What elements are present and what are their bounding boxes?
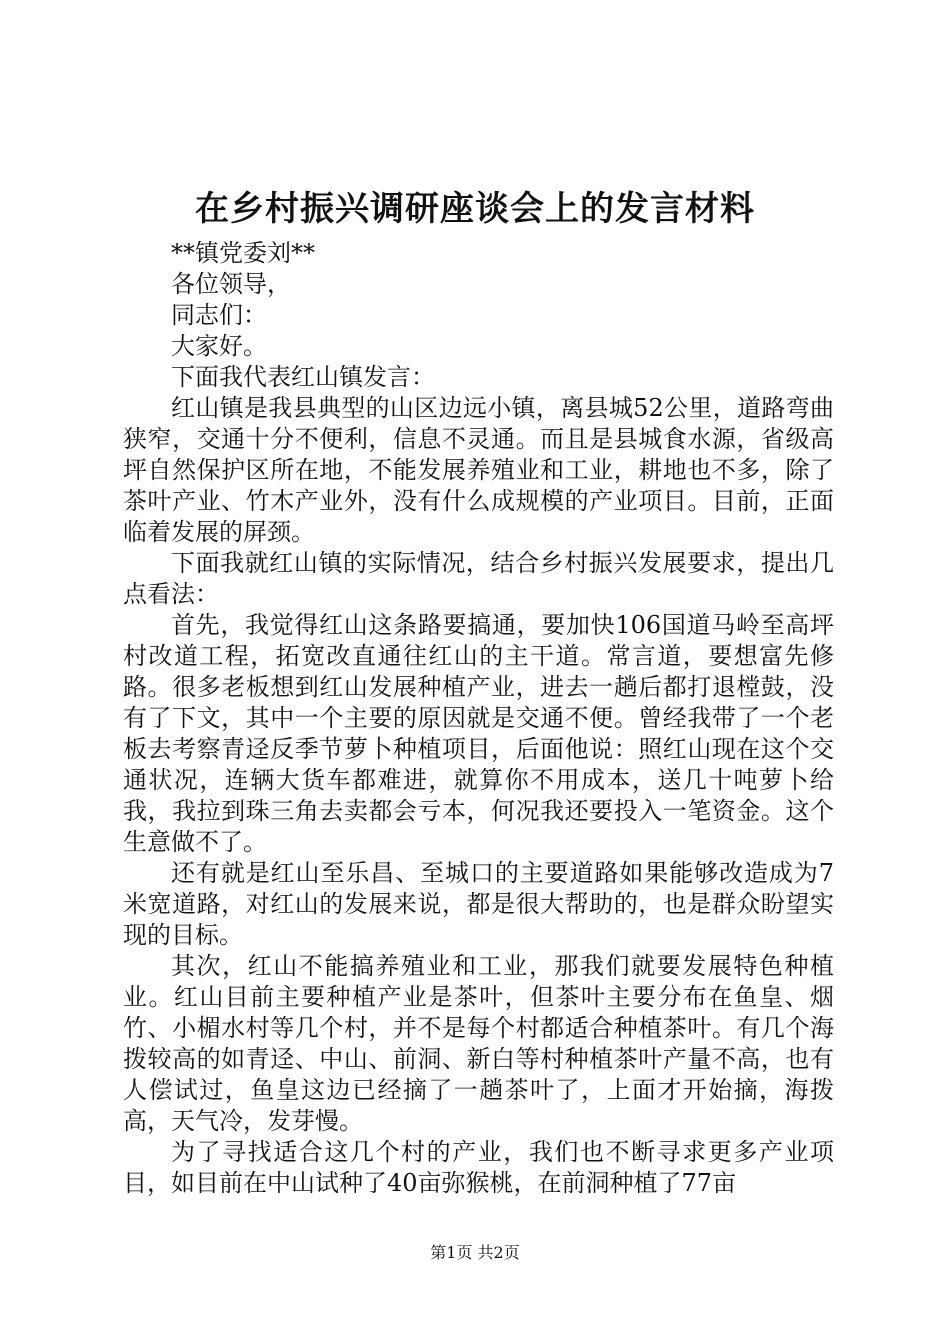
greeting-hello: 大家好。 xyxy=(171,332,267,360)
paragraph: 下面我就红山镇的实际情况，结合乡村振兴发展要求，提出几点看法： xyxy=(123,549,834,608)
paragraph: 还有就是红山至乐昌、至城口的主要道路如果能够改造成为7米宽道路，对红山的发展来说，都是很大帮助的，也是群众盼望实现的目标。 xyxy=(123,859,834,949)
greeting-leaders: 各位领导， xyxy=(171,270,291,298)
page-footer: 第1页 共2页 xyxy=(430,1243,520,1262)
document-title: 在乡村振兴调研座谈会上的发言材料 xyxy=(195,189,755,229)
paragraph: 其次，红山不能搞养殖业和工业，那我们就要发展特色种植业。红山目前主要种植产业是茶叶，但茶叶主要分布在鱼皇、烟竹、小楣水村等几个村，并不是每个村都适合种植茶叶。有几个海拨较高的如青迳、中山、前洞、新白等村种植茶叶产量不高，也有人偿试过，鱼皇这边已经摘了一趟茶叶了，上面才开始摘，海拨高，天气冷，发芽慢。 xyxy=(123,952,834,1135)
intro-line: 下面我代表红山镇发言： xyxy=(171,363,435,391)
paragraph: 首先，我觉得红山这条路要搞通，要加快106国道马岭至高坪村改道工程，拓宽改直通往红山的主干道。常言道，要想富先修路。很多老板想到红山发展种植产业，进去一趟后都打退樘鼓，没有了下文，其中一个主要的原因就是交通不便。曾经我带了一个老板去考察青迳反季节萝卜种植项目，后面他说：照红山现在这个交通状况，连辆大货车都难进，就算你不用成本，送几十吨萝卜给我，我拉到珠三角去卖都会亏本，何况我还要投入一笔资金。这个生意做不了。 xyxy=(123,611,834,856)
author-line: **镇党委刘** xyxy=(171,239,315,267)
paragraph: 为了寻找适合这几个村的产业，我们也不断寻求更多产业项目，如目前在中山试种了40亩弥猴桃，在前洞种植了77亩 xyxy=(123,1138,834,1197)
greeting-comrades: 同志们： xyxy=(171,301,267,329)
paragraph: 红山镇是我县典型的山区边远小镇，离县城52公里，道路弯曲狭窄，交通十分不便利，信息不灵通。而且是县城食水源，省级高坪自然保护区所在地，不能发展养殖业和工业，耕地也不多，除了茶叶产业、竹木产业外，没有什么成规模的产业项目。目前，正面临着发展的屏颈。 xyxy=(123,394,834,546)
document-body xyxy=(123,238,834,1199)
